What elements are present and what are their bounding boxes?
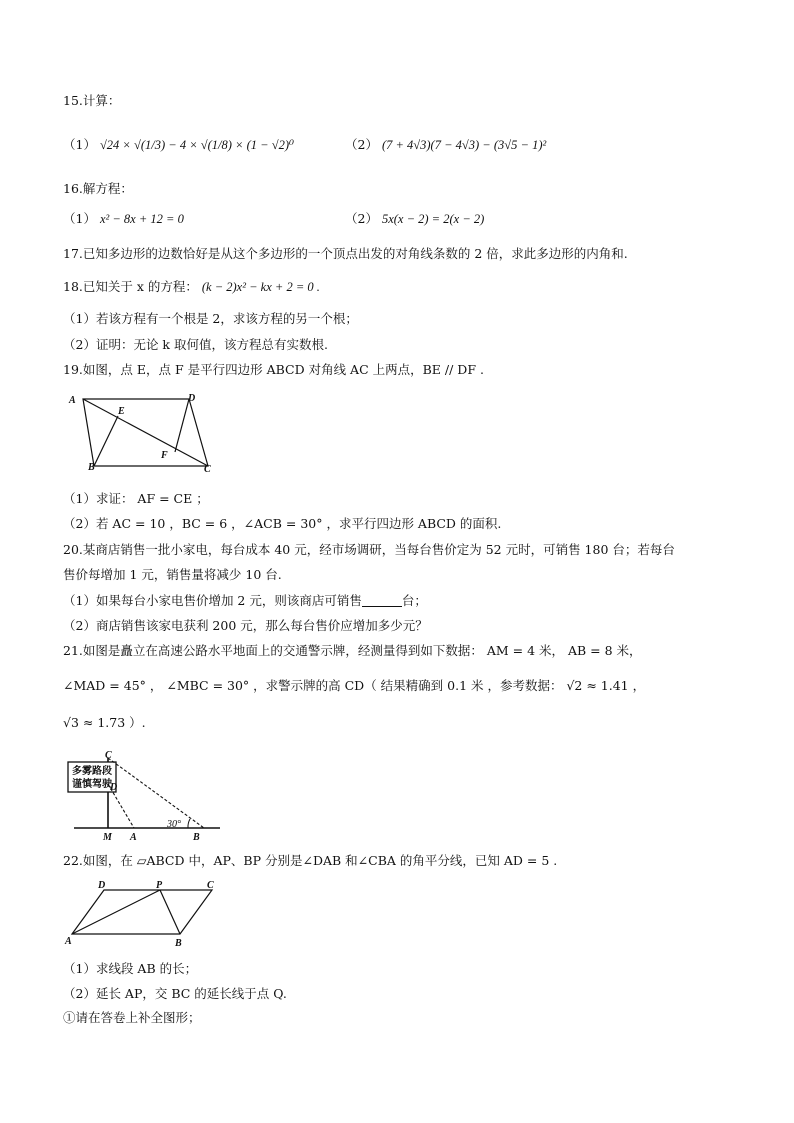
q22-segment-ap (72, 890, 160, 934)
q19-label-c: C (204, 464, 211, 475)
q18-stem (63, 278, 320, 296)
q22-label-c: C (207, 880, 214, 891)
q16-part2-label: （2） (345, 211, 378, 226)
q22-segment-bp (160, 890, 180, 934)
q15-part1-label: （1） (63, 137, 96, 152)
q21-sign-text-1: 多雾路段 (72, 766, 112, 777)
q22-label-a: A (65, 936, 72, 947)
q20-answer-blank (362, 594, 402, 607)
q19-part1: （1）求证： AF = CE ； (63, 491, 209, 506)
q16-heading: 16.解方程： (63, 181, 133, 196)
q20-part2: （2）商店销售该家电获利 200 元，那么每台售价应增加多少元？ (63, 618, 428, 633)
q15-part1 (63, 136, 294, 154)
q15-part1-expression: √24 × √(1/3) − 4 × √(1/8) × (1 − √2)⁰ (99, 138, 294, 152)
q16-part1-label: （1） (63, 211, 96, 226)
q22-text: 22.如图，在 ▱ABCD 中，AP、BP 分别是∠DAB 和∠CBA 的角平分线，已知 AD = 5 . (63, 853, 558, 868)
q21-angle-arc (188, 819, 190, 828)
q19-label-a: A (69, 395, 76, 406)
q22-part2-sub1: ①请在答卷上补全图形； (63, 1010, 201, 1025)
q22-part1: （1）求线段 AB 的长； (63, 961, 198, 976)
q22-parallelogram-figure (64, 878, 224, 948)
q22-part2: （2）延长 AP，交 BC 的延长线于点 Q. (63, 986, 287, 1001)
q16-part2 (345, 210, 484, 228)
q19-label-d: D (188, 393, 196, 404)
q22-parallelogram-outline (72, 890, 212, 934)
q15-part2 (345, 136, 546, 154)
q18-heading: 18.已知关于 x 的方程： (63, 279, 198, 294)
q21-angle-label: 30° (167, 819, 181, 830)
q16-part2-expression: 5x(x − 2) = 2(x − 2) (381, 212, 485, 226)
q21-label-c: C (105, 750, 112, 761)
q21-line2: ∠MAD = 45° ， ∠MBC = 30° ，求警示牌的高 CD（ 结果精确到 0.1 米 ，参考数据： √2 ≈ 1.41 ， (63, 678, 646, 693)
q16-part1 (63, 210, 184, 228)
q21-sign-text-2: 谨慎驾驶 (72, 779, 112, 790)
q19-parallelogram-figure (66, 390, 226, 476)
q21-label-d: D (110, 782, 118, 793)
q17-text: 17.已知多边形的边数恰好是从这个多边形的一个顶点出发的对角线条数的 2 倍，求此多边形的内角和. (63, 246, 628, 261)
q19-segment-be (94, 416, 118, 466)
q18-part1: （1）若该方程有一个根是 2，求该方程的另一个根； (63, 311, 358, 326)
q21-line3: √3 ≈ 1.73 ）. (63, 715, 146, 730)
q21-label-a: A (130, 832, 137, 843)
q19-label-b: B (88, 462, 95, 473)
q20-line1: 20.某商店销售一批小家电，每台成本 40 元，经市场调研，当每台售价定为 52 元时，可销售 180 台；若每台 (63, 542, 675, 557)
q15-heading: 15.计算： (63, 93, 121, 108)
q21-line-cb (108, 758, 204, 828)
q19-text: 19.如图，点 E，点 F 是平行四边形 ABCD 对角线 AC 上两点，BE // DF . (63, 362, 484, 377)
q19-diagonal-ac (83, 399, 208, 466)
q19-segment-df (175, 399, 189, 452)
q16-part1-expression: x² − 8x + 12 = 0 (99, 212, 184, 226)
q18-equation: (k − 2)x² − kx + 2 = 0 . (201, 280, 320, 294)
q21-warning-sign-figure (66, 748, 226, 844)
q20-part1 (63, 592, 427, 610)
q21-label-b: B (193, 832, 200, 843)
q22-label-b: B (175, 938, 182, 948)
q15-part2-label: （2） (345, 137, 378, 152)
q19-label-f: F (161, 450, 168, 461)
q19-label-e: E (118, 406, 125, 417)
q19-part2: （2）若 AC = 10 ，BC = 6 ，∠ACB = 30° ，求平行四边形 ABCD 的面积. (63, 516, 502, 531)
q20-part1-before: （1）如果每台小家电售价增加 2 元，则该商店可销售 (63, 593, 362, 608)
q20-part1-after: 台； (401, 593, 427, 608)
q15-part2-expression: (7 + 4√3)(7 − 4√3) − (3√5 − 1)² (381, 138, 547, 152)
q21-line1: 21.如图是矗立在高速公路水平地面上的交通警示牌，经测量得到如下数据： AM = 4 米， AB = 8 米， (63, 643, 642, 658)
q20-line2: 售价每增加 1 元，销售量将减少 10 台. (63, 567, 282, 582)
q22-label-p: P (156, 880, 163, 891)
q22-label-d: D (98, 880, 106, 891)
q18-part2: （2）证明：无论 k 取何值，该方程总有实数根. (63, 337, 328, 352)
q21-label-m: M (103, 832, 112, 843)
